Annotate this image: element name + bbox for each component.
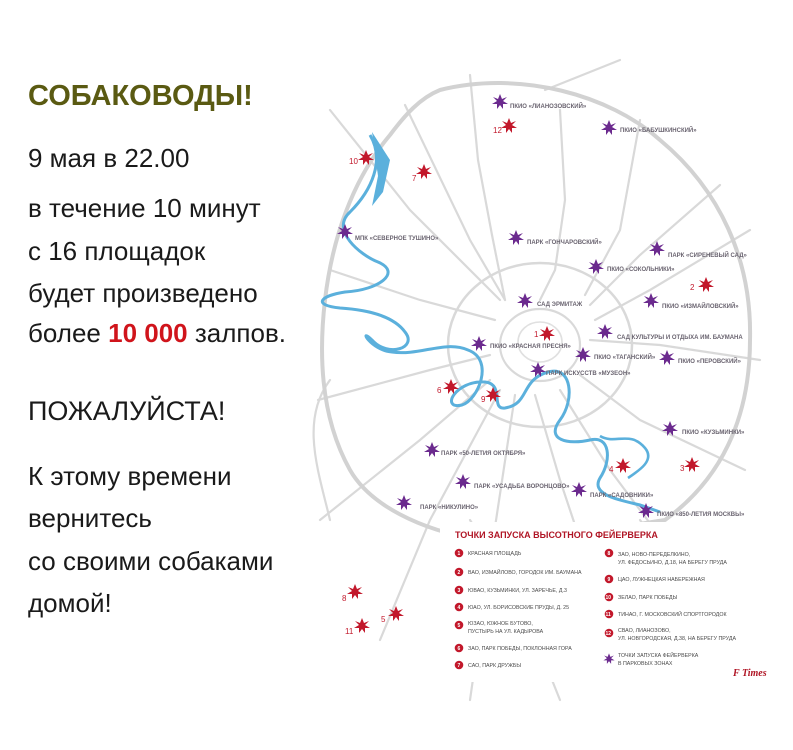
- red-firework-star-icon: [416, 164, 432, 179]
- date-line: 9 мая в 22.00: [28, 143, 190, 173]
- label-lianozovsky: ПКИО «ЛИАНОЗОВСКИЙ»: [510, 104, 587, 110]
- purple-firework-star-icon: [597, 324, 613, 339]
- site-number-6: 6: [437, 386, 442, 395]
- label-sirenevy: ПАРК «СИРЕНЕВЫЙ САД»: [668, 253, 747, 259]
- legend-item: ЗАО, ПАРК ПОБЕДЫ, ПОКЛОННАЯ ГОРА: [468, 646, 572, 652]
- purple-firework-star-icon: [659, 350, 675, 365]
- label-sadovniki: ПАРК «САДОВНИКИ»: [590, 493, 654, 499]
- legend-item: СВАО, ЛИАНОЗОВО,: [618, 628, 671, 634]
- site-number-3: 3: [680, 464, 685, 473]
- red-firework-star-icon: [615, 458, 631, 473]
- request-line-4: домой!: [28, 588, 112, 618]
- red-firework-star-icon: [347, 584, 363, 599]
- f-times-logo: F Times: [733, 668, 767, 679]
- request-line-2: вернитесь: [28, 503, 152, 533]
- legend-badge-number: 7: [457, 663, 461, 669]
- site-number-7: 7: [412, 174, 417, 183]
- purple-firework-star-icon: [571, 482, 587, 497]
- legend-item: ВАО, ИЗМАЙЛОВО, ГОРОДОК ИМ. БАУМАНА: [468, 570, 582, 576]
- purple-firework-star-icon: [492, 94, 508, 109]
- purple-firework-star-icon: [424, 442, 440, 457]
- legend-badge-number: 11: [605, 612, 611, 618]
- legend-item-line2: ПУСТЫРЬ НА УЛ. КАДЫРОВА: [468, 629, 544, 635]
- request-line-1: К этому времени: [28, 461, 232, 491]
- legend-badge-number: 9: [607, 577, 611, 583]
- legend-item-line2: УЛ. ФЕДОСЬИНО, Д.18, НА БЕРЕГУ ПРУДА: [618, 560, 727, 566]
- legend-panel: [440, 522, 770, 682]
- site-number-5: 5: [381, 615, 386, 624]
- poster-title: СОБАКОВОДЫ!: [28, 80, 253, 112]
- label-sokolniki: ПКИО «СОКОЛЬНИКИ»: [607, 267, 675, 273]
- label-krasnaya-presnya: ПКИО «КРАСНАЯ ПРЕСНЯ»: [490, 344, 571, 350]
- legend-badge-number: 5: [457, 623, 461, 629]
- produced-line: будет произведено: [28, 278, 258, 308]
- legend-item: ТИНАО, Г. МОСКОВСКИЙ СПОРТГОРОДОК: [618, 612, 727, 618]
- legend-item-line2: УЛ. НОВГОРОДСКАЯ, Д.38, НА БЕРЕГУ ПРУДА: [618, 636, 736, 642]
- purple-firework-star-icon: [649, 241, 665, 256]
- legend-badge-number: 8: [607, 551, 611, 557]
- label-oktyabrya: ПАРК «50-ЛЕТИЯ ОКТЯБРЯ»: [441, 451, 526, 457]
- red-firework-star-icon: [539, 326, 555, 341]
- legend-badge-number: 12: [605, 631, 612, 637]
- purple-firework-star-icon: [601, 120, 617, 135]
- label-kuzminki: ПКИО «КУЗЬМИНКИ»: [682, 430, 745, 436]
- legend: [440, 522, 770, 682]
- label-nikulino: ПАРК «НИКУЛИНО»: [420, 505, 479, 511]
- legend-item: КРАСНАЯ ПЛОЩАДЬ: [468, 551, 522, 557]
- legend-badge-number: 6: [457, 646, 461, 652]
- red-firework-star-icon: [354, 618, 370, 633]
- please-heading: ПОЖАЛУЙСТА!: [28, 396, 226, 426]
- salvos-count: 10 000: [108, 318, 188, 348]
- purple-firework-star-icon: [508, 230, 524, 245]
- legend-park-item: ТОЧКИ ЗАПУСКА ФЕЙЕРВЕРКА: [618, 653, 699, 659]
- salvos-post: залпов.: [187, 318, 286, 348]
- legend-badge-number: 10: [605, 595, 612, 601]
- label-izmailovsky: ПКИО «ИЗМАЙЛОВСКИЙ»: [662, 304, 739, 310]
- red-firework-star-icon: [684, 457, 700, 472]
- purple-firework-star-icon: [455, 474, 471, 489]
- legend-item: ЦАО, ЛУЖНЕЦКАЯ НАБЕРЕЖНАЯ: [618, 577, 705, 583]
- label-ermitazh: САД ЭРМИТАЖ: [537, 302, 583, 308]
- label-vorontsovo: ПАРК «УСАДЬБА ВОРОНЦОВО»: [474, 484, 570, 490]
- duration-line: в течение 10 минут: [28, 193, 261, 223]
- site-number-11: 11: [345, 627, 354, 636]
- purple-firework-star-icon: [517, 293, 533, 308]
- site-number-2: 2: [690, 283, 695, 292]
- mkad-ring-road: [322, 83, 750, 542]
- label-perovsky: ПКИО «ПЕРОВСКИЙ»: [678, 359, 741, 365]
- site-number-9: 9: [481, 395, 486, 404]
- legend-item: ЮВАО, КУЗЬМИНКИ, УЛ. ЗАРЕЧЬЕ, Д.3: [468, 588, 567, 594]
- legend-item: ЗЕЛАО, ПАРК ПОБЕДЫ: [618, 595, 678, 601]
- purple-firework-star-icon: [471, 336, 487, 351]
- purple-firework-star-icon: [588, 259, 604, 274]
- site-number-1: 1: [534, 330, 539, 339]
- legend-item: ЮЗАО, ЮЖНОЕ БУТОВО,: [468, 621, 533, 627]
- salvos-line: [28, 318, 286, 349]
- red-firework-star-icon: [501, 118, 517, 133]
- boulevard-ring: [518, 322, 562, 362]
- label-severnoe-tushino: МПК «СЕВЕРНОЕ ТУШИНО»: [355, 236, 439, 242]
- legend-badge-number: 4: [457, 605, 461, 611]
- red-firework-star-icon: [698, 277, 714, 292]
- site-number-8: 8: [342, 594, 347, 603]
- legend-badge-number: 2: [457, 570, 461, 576]
- legend-item: САО, ПАРК ДРУЖБЫ: [468, 663, 522, 669]
- park-firework-sites: [337, 94, 747, 518]
- purple-firework-star-icon: [396, 495, 412, 510]
- salvos-pre: более: [28, 318, 109, 348]
- purple-firework-star-icon: [643, 293, 659, 308]
- label-muzeon: ПАРК ИСКУССТВ «МУЗЕОН»: [546, 371, 631, 377]
- legend-item: ЮАО, УЛ. БОРИСОВСКИЕ ПРУДЫ, Д. 25: [468, 605, 570, 611]
- legend-park-item-line2: В ПАРКОВЫХ ЗОНАХ: [618, 661, 673, 667]
- site-number-12: 12: [493, 126, 502, 135]
- label-850: ПКИО «850-ЛЕТИЯ МОСКВЫ»: [657, 512, 745, 518]
- legend-title: ТОЧКИ ЗАПУСКА ВЫСОТНОГО ФЕЙЕРВЕРКА: [455, 530, 658, 540]
- label-tagansky: ПКИО «ТАГАНСКИЙ»: [594, 355, 656, 361]
- request-line-3: со своими собаками: [28, 546, 274, 576]
- legend-badge-number: 1: [457, 551, 461, 557]
- label-babushkinsky: ПКИО «БАБУШКИНСКИЙ»: [620, 128, 697, 134]
- label-goncharovsky: ПАРК «ГОНЧАРОВСКИЙ»: [527, 240, 602, 246]
- sites-line: с 16 площадок: [28, 236, 206, 266]
- legend-item: ЗАО, НОВО-ПЕРЕДЕЛКИНО,: [618, 552, 691, 558]
- legend-badge-number: 3: [457, 588, 461, 594]
- site-number-4: 4: [609, 465, 614, 474]
- site-number-10: 10: [349, 157, 358, 166]
- label-bauman: САД КУЛЬТУРЫ И ОТДЫХА ИМ. БАУМАНА: [617, 335, 743, 341]
